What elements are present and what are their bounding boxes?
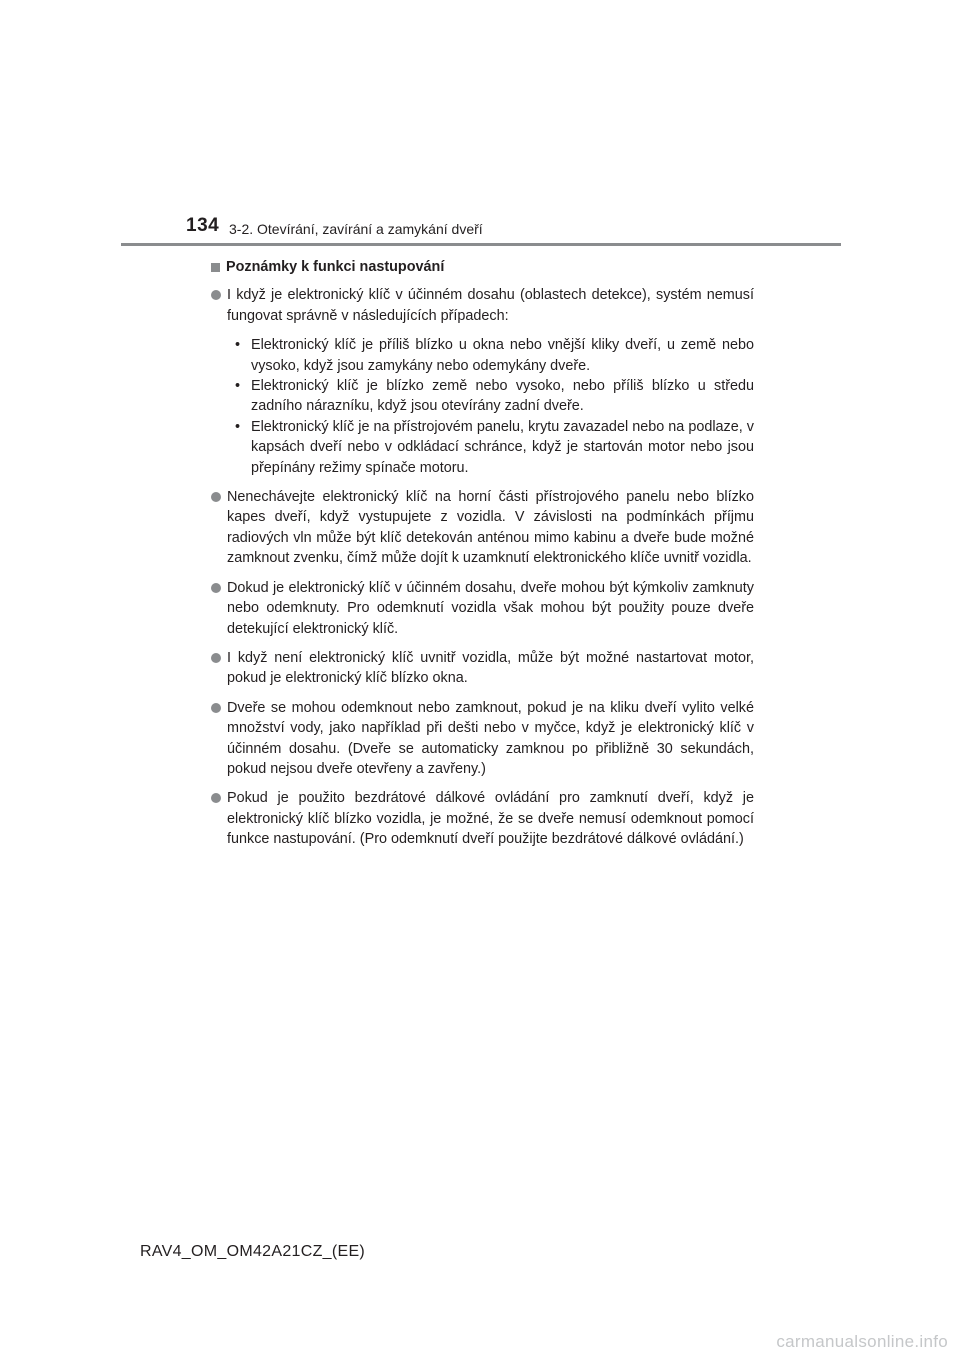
circle-bullet-icon — [211, 290, 221, 300]
sub-item-text: Elektronický klíč je příliš blízko u okna nebo vnější kliky dveří, u země nebo vysoko, když jsou zamykány nebo odemykány dveře. — [251, 337, 754, 374]
bullet-text: Dokud je elektronický klíč v účinném dosahu, dveře mohou být kýmkoliv zamknuty nebo odemknuty. Pro odemknutí vozidla však mohou být použity pouze dveře detekující elektronický klíč. — [227, 579, 754, 637]
sub-item — [227, 335, 754, 376]
notes-heading-text: Poznámky k funkci nastupování — [226, 259, 445, 275]
sub-item — [227, 417, 754, 478]
bullet-item — [211, 285, 754, 478]
circle-bullet-icon — [211, 703, 221, 713]
notes-heading — [211, 257, 754, 277]
sub-list — [227, 335, 754, 478]
bullet-item — [211, 698, 754, 780]
dot-icon: • — [235, 337, 241, 354]
dot-icon: • — [235, 378, 241, 395]
bullet-item — [211, 648, 754, 689]
bullet-item — [211, 788, 754, 849]
bullet-text: Dveře se mohou odemknout nebo zamknout, pokud je na kliku dveří vylito velké množství vody, jako například při dešti nebo v myčce, když je elektronický klíč v účinném dosahu. (Dveře se automaticky zamknou po přibližně 30 sekundách, pokud nejsou dveře otevřeny a zavřeny.) — [227, 699, 754, 777]
circle-bullet-icon — [211, 492, 221, 502]
circle-bullet-icon — [211, 653, 221, 663]
watermark: carmanualsonline.info — [776, 1332, 948, 1351]
dot-icon: • — [235, 418, 241, 435]
bullet-item — [211, 487, 754, 569]
circle-bullet-icon — [211, 583, 221, 593]
header-rule — [121, 243, 841, 246]
sub-item-text: Elektronický klíč je blízko země nebo vysoko, nebo příliš blízko u středu zadního nárazníku, když jsou otevírány zadní dveře. — [251, 378, 754, 415]
section-title: 3-2. Otevírání, zavírání a zamykání dveří — [229, 221, 483, 237]
notes-section — [211, 257, 754, 859]
doc-code: RAV4_OM_OM42A21CZ_(EE) — [140, 1243, 366, 1260]
bullet-item — [211, 578, 754, 639]
bullet-text: Pokud je použito bezdrátové dálkové ovládání pro zamknutí dveří, když je elektronický klíč blízko vozidla, je možné, že se dveře nemusí odemknout pomocí funkce nastupování. (Pro odemknutí dveří použijte bezdrátové dálkové ovládání.) — [227, 790, 754, 848]
sub-item-text: Elektronický klíč je na přístrojovém panelu, krytu zavazadel nebo na podlaze, v kapsách dveří nebo v odkládací schránce, když je startován motor nebo jsou přepínány režimy spínače motoru. — [251, 418, 754, 476]
sub-item — [227, 376, 754, 417]
bullet-text: I když je elektronický klíč v účinném dosahu (oblastech detekce), systém nemusí fungovat správně v následujících případech: — [227, 287, 754, 324]
bullet-text: I když není elektronický klíč uvnitř vozidla, může být možné nastartovat motor, pokud je elektronický klíč blízko okna. — [227, 649, 754, 687]
square-bullet-icon — [211, 263, 220, 272]
bullet-text: Nenechávejte elektronický klíč na horní části přístrojového panelu nebo blízko kapes dveří, když vystupujete z vozidla. V závislosti na podmínkách příjmu radiových vln může být klíč detekován anténou mimo kabinu a dveře bude možné zamknout zvenku, čímž může dojít k uzamknutí elektronického klíče uvnitř vozidla. — [227, 489, 754, 567]
page-number: 134 — [186, 215, 220, 236]
circle-bullet-icon — [211, 793, 221, 803]
